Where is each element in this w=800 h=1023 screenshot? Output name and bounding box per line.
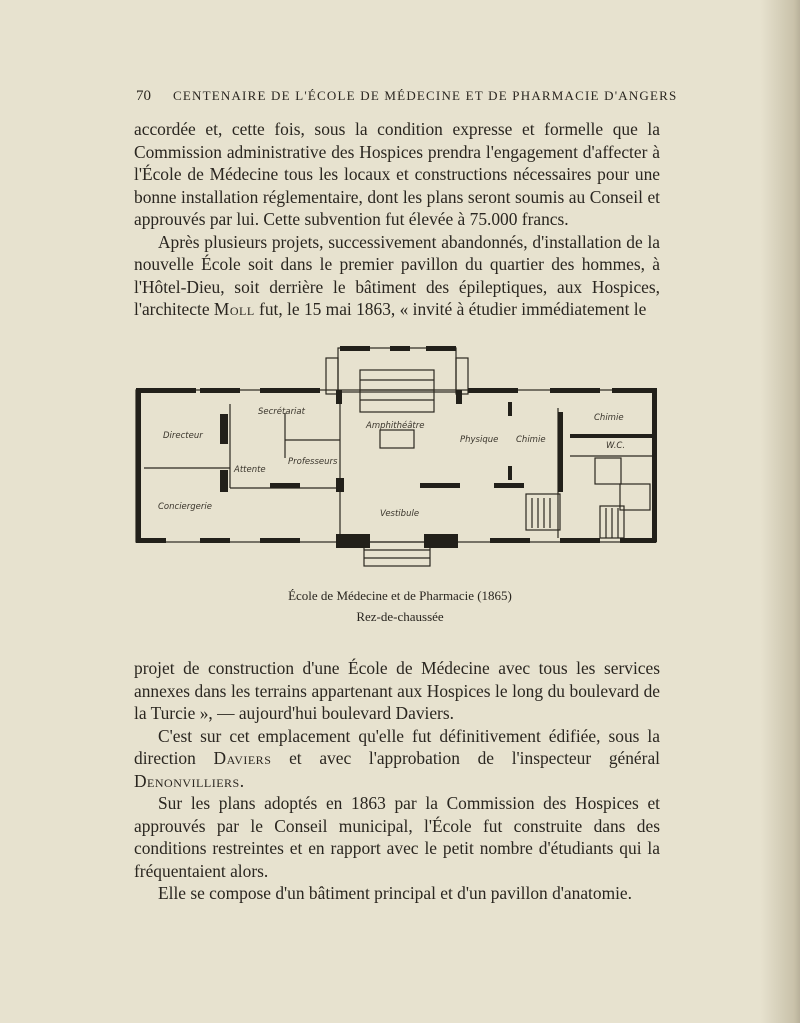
label-wc: W.C.	[606, 441, 626, 451]
floor-plan-drawing	[130, 338, 660, 574]
label-amphitheatre: Amphithéâtre	[366, 421, 425, 431]
floor-plan-figure	[130, 338, 660, 574]
paragraph-plans: Sur les plans adoptés en 1863 par la Commission des Hospices et approuvés par le Conseil municipal, l'École fut construite dans des conditions restreintes et en rapport avec le petit nombre d'étudiants qui la fréquentaient alors.	[134, 793, 660, 881]
label-vestibule: Vestibule	[380, 509, 420, 519]
text-block-top	[134, 118, 660, 321]
paragraph-compose: Elle se compose d'un bâtiment principal et d'un pavillon d'anatomie.	[158, 883, 632, 903]
label-chimie-mid: Chimie	[516, 435, 546, 445]
paragraph-text: .	[239, 770, 245, 791]
paragraph-projet: projet de construction d'une École de Médecine avec tous les services annexes dans les terrains appartenant aux Hospices le long du boulevard de la Turcie », — aujourd'hui boulevard Daviers.	[134, 658, 660, 723]
person-name: Denonvilliers	[134, 770, 240, 791]
paragraph-text: C'est sur cet emplacement qu'elle fut définitivement édifiée, sous la direction	[134, 725, 660, 768]
figure-caption: École de Médecine et de Pharmacie (1865)	[288, 588, 512, 603]
architect-name: Moll	[213, 299, 255, 319]
page-number: 70	[136, 88, 151, 104]
label-directeur: Directeur	[163, 431, 203, 441]
page-edge-shadow	[760, 0, 800, 1023]
running-header	[136, 88, 678, 105]
running-title: CENTENAIRE DE L'ÉCOLE DE MÉDECINE ET DE PHARMACIE D'ANGERS	[173, 88, 678, 103]
paragraph-emplacement	[134, 725, 660, 793]
label-physique: Physique	[460, 435, 499, 445]
paragraph-text: fut, le 15 mai 1863, « invité à étudier immédiatement le	[254, 299, 647, 319]
text-block-bottom	[134, 657, 660, 905]
paragraph-text: Après plusieurs projets, successivement abandonnés, d'installation de la nouvelle École soit dans le premier pavillon du quartier des hommes, à l'Hôtel-Dieu, soit derrière le bâtiment des épileptiques, aux Hospices, l'architecte	[134, 231, 660, 319]
label-professeurs: Professeurs	[288, 457, 338, 467]
label-secretariat: Secrétariat	[258, 407, 305, 417]
paragraph-text: et avec l'approbation de l'inspecteur général	[271, 748, 660, 768]
paragraph-continued: accordée et, cette fois, sous la condition expresse et formelle que la Commission administrative des Hospices prendra l'engagement d'affecter à l'École de Médecine tous les locaux et constructions nécessaires pour une bonne installation réglementaire, dont les plans seront soumis au Conseil et approuvés par lui. Cette subvention fut élevée à 75.000 francs.	[134, 119, 660, 229]
paragraph-projets	[134, 231, 660, 321]
label-attente: Attente	[234, 465, 266, 475]
label-chimie-right: Chimie	[594, 413, 624, 423]
person-name: Daviers	[213, 748, 272, 768]
figure-subcaption: Rez-de-chaussée	[356, 609, 444, 624]
label-conciergerie: Conciergerie	[158, 502, 212, 512]
